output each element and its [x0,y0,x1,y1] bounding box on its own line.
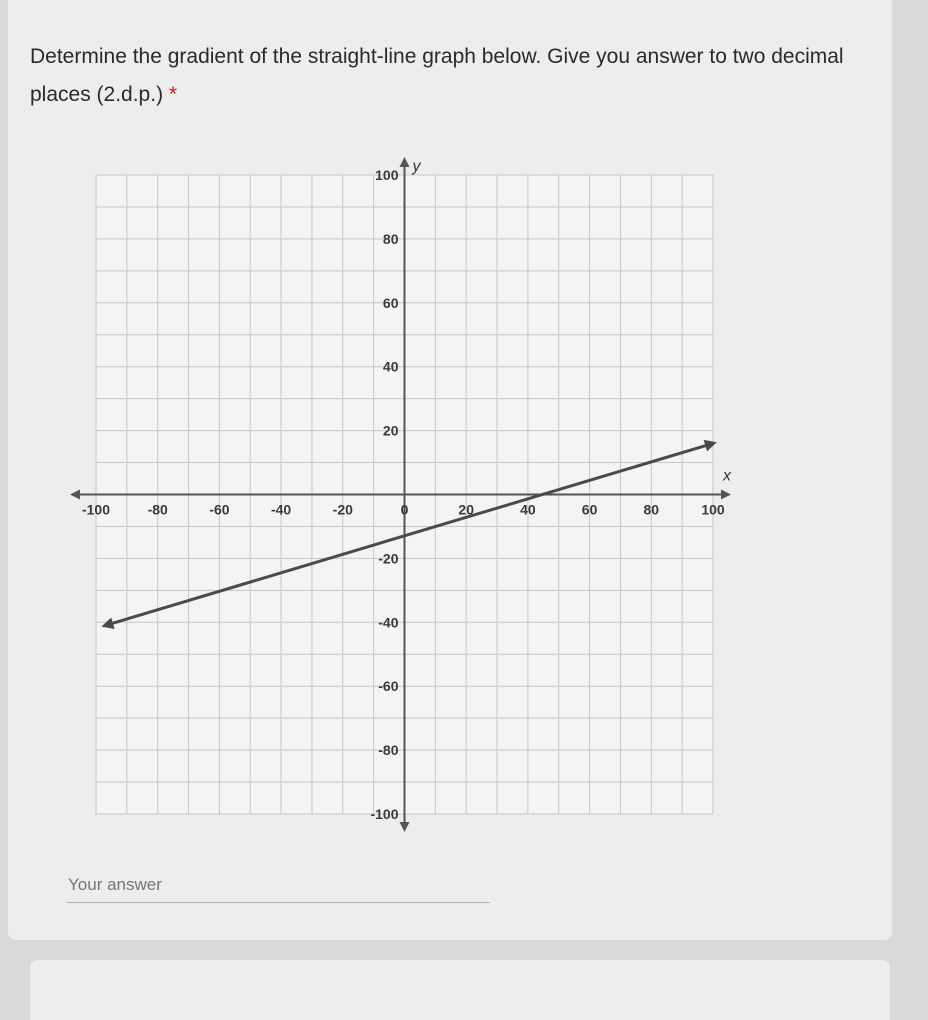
x-tick-label: 100 [701,501,725,518]
y-tick-label: -20 [378,550,399,567]
x-axis-label: x [723,467,731,485]
x-tick-label: 20 [458,501,474,518]
x-tick-label: 40 [520,501,536,518]
x-tick-label: 60 [581,501,598,518]
x-tick-label: -100 [81,501,111,518]
answer-input[interactable] [66,868,490,903]
y-axis-arrow-down [400,822,410,832]
y-tick-label: 80 [382,230,399,247]
y-tick-label: 20 [382,422,399,439]
y-tick-label: -40 [378,614,399,631]
question-card [8,0,892,940]
x-tick-label: 0 [400,501,409,518]
x-tick-label: 80 [643,501,660,518]
y-tick-label: -100 [370,806,399,822]
y-tick-label: -80 [378,742,399,759]
y-tick-label: 100 [375,167,399,183]
question-text: Determine the gradient of the straight-line graph below. Give you answer to two decimal places (2.d.p.) [30,45,844,106]
x-tick-label: -60 [209,501,230,518]
x-axis-arrow-right [721,490,731,500]
x-tick-label: -20 [332,501,353,518]
required-marker: * [168,83,178,106]
y-axis-arrow-up [400,157,410,167]
y-axis-label: y [412,158,421,175]
x-tick-label: -80 [147,501,168,518]
next-question-card [30,960,890,1020]
y-tick-label: -60 [378,678,399,695]
y-tick-label: 60 [382,294,399,311]
x-tick-label: -40 [270,501,292,518]
y-tick-label: 40 [382,358,399,375]
line-graph [8,0,892,850]
x-axis-arrow-left [70,490,80,500]
